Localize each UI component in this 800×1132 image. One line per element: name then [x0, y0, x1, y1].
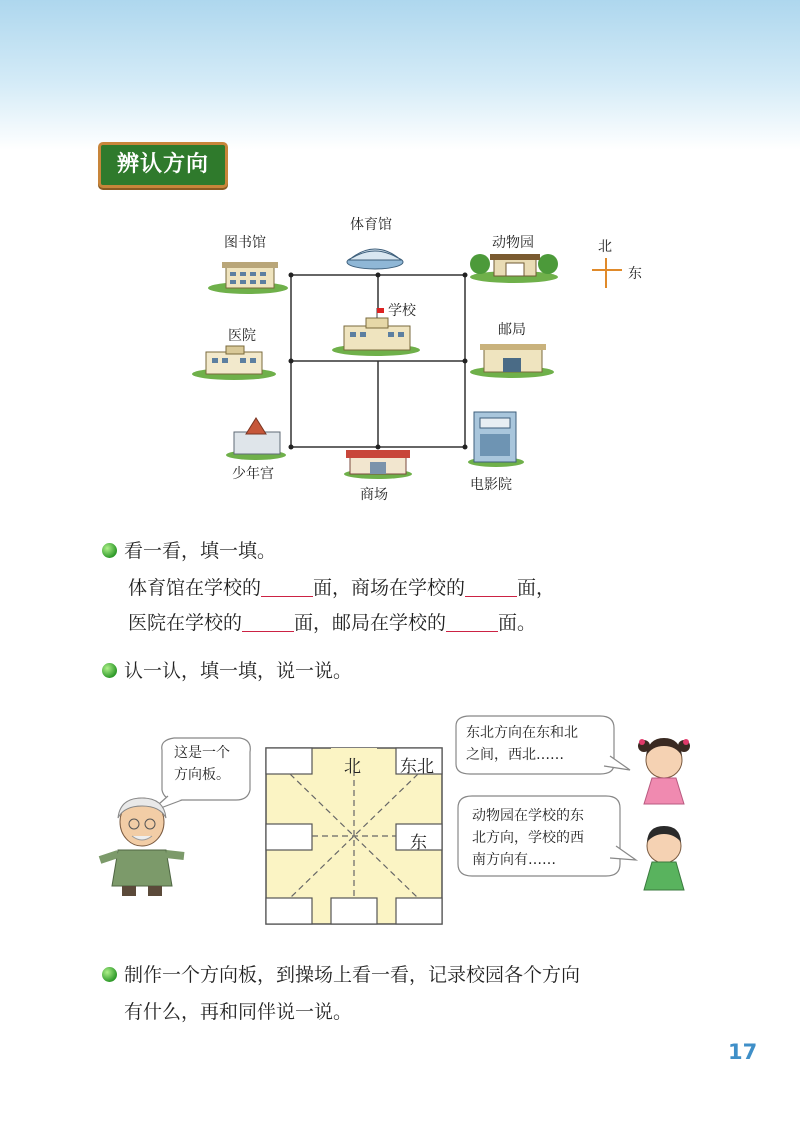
bullet-icon — [102, 663, 117, 678]
q1-line2-part-c: 面。 — [498, 612, 537, 634]
label-post-office: 邮局 — [498, 322, 526, 338]
label-mall: 商场 — [360, 487, 388, 503]
gym-icon — [347, 249, 403, 269]
zoo-icon — [470, 254, 558, 283]
page-number: 17 — [728, 1040, 758, 1064]
map-grid-lines — [291, 275, 465, 447]
blank-gym-direction[interactable] — [261, 577, 313, 597]
post-office-icon — [470, 344, 554, 378]
label-gym: 体育馆 — [350, 217, 392, 233]
youth-palace-icon — [226, 418, 286, 460]
q3-line1-text: 制作一个方向板，到操场上看一看，记录校园各个方向 — [124, 964, 581, 986]
girl-bubble-line-2: 之间，西北…… — [466, 747, 564, 763]
direction-board-scene — [0, 700, 800, 940]
label-library: 图书馆 — [224, 235, 266, 251]
q3-line1 — [102, 960, 580, 987]
section-title: 辨认方向 — [116, 152, 209, 177]
blank-post-office-direction[interactable] — [446, 612, 498, 632]
library-icon — [208, 262, 288, 294]
grandpa-bubble-text — [174, 742, 230, 786]
boy-bubble-line-3: 南方向有…… — [472, 852, 556, 868]
blank-hospital-direction[interactable] — [242, 612, 294, 632]
grandpa-icon — [100, 798, 184, 896]
q1-line2 — [128, 608, 536, 635]
q1-heading — [102, 536, 276, 563]
grandpa-bubble-line-1: 这是一个 — [174, 745, 230, 761]
girl-bubble-line-1: 东北方向在东和北 — [466, 725, 578, 741]
q1-line1-part-c: 面， — [517, 577, 556, 599]
q1-line1 — [128, 573, 555, 600]
board-east-label: 东 — [410, 833, 427, 853]
q1-line1-part-b: 面，商场在学校的 — [313, 577, 466, 599]
girl-icon — [638, 738, 690, 804]
boy-bubble-text — [472, 805, 584, 871]
q1-line2-part-b: 面，邮局在学校的 — [294, 612, 447, 634]
boy-icon — [644, 826, 684, 890]
bullet-icon — [102, 543, 117, 558]
q1-line1-part-a: 体育馆在学校的 — [128, 577, 262, 599]
q2-heading-text: 认一认，填一填，说一说。 — [124, 660, 353, 682]
label-zoo: 动物园 — [492, 235, 534, 251]
blank-mall-direction[interactable] — [465, 577, 517, 597]
q1-heading-text: 看一看，填一填。 — [124, 540, 277, 562]
boy-bubble-line-2: 北方向，学校的西 — [472, 830, 584, 846]
q2-heading — [102, 656, 352, 683]
bullet-icon — [102, 967, 117, 982]
board-northeast-label: 东北 — [400, 757, 434, 777]
label-cinema: 电影院 — [470, 477, 512, 493]
board-north-label: 北 — [344, 757, 361, 777]
q1-line2-part-a: 医院在学校的 — [128, 612, 243, 634]
hospital-icon — [192, 346, 276, 380]
label-school: 学校 — [388, 303, 416, 319]
mall-icon — [344, 450, 412, 479]
label-youth-palace: 少年宫 — [232, 466, 274, 482]
direction-map — [0, 0, 800, 520]
q3-line2: 有什么，再和同伴说一说。 — [124, 1001, 353, 1023]
compass-north-label: 北 — [598, 239, 612, 255]
compass-east-label: 东 — [628, 266, 642, 282]
boy-bubble-line-1: 动物园在学校的东 — [472, 808, 584, 824]
grandpa-bubble-line-2: 方向板。 — [174, 767, 230, 783]
label-hospital: 医院 — [228, 328, 256, 344]
cinema-icon — [468, 412, 524, 467]
compass-icon — [592, 258, 622, 288]
girl-bubble-text — [466, 722, 578, 766]
